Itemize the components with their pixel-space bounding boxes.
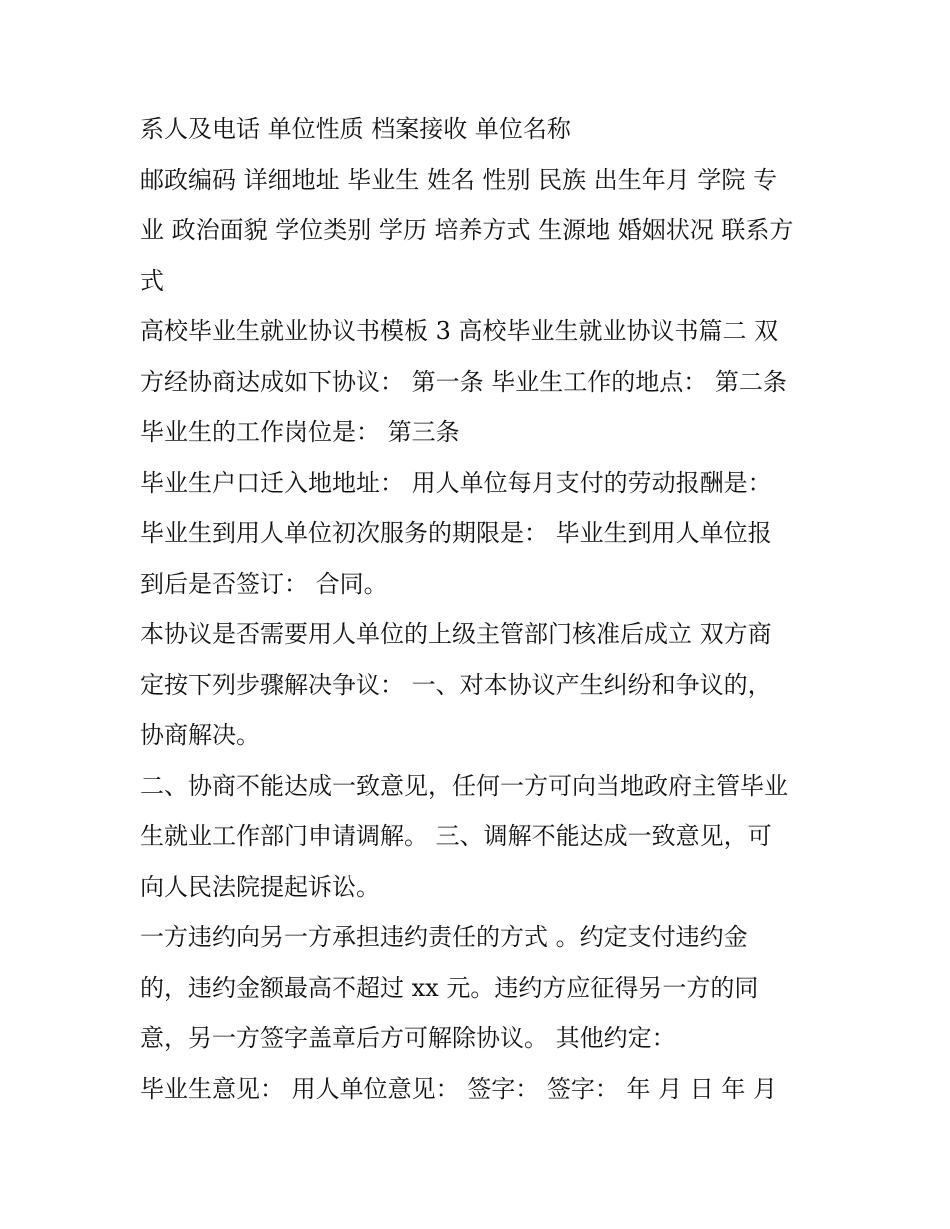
text-line: 系人及电话 单位性质 档案接收 单位名称 (140, 115, 571, 143)
text-line: 方经协商达成如下协议： 第一条 毕业生工作的地点： 第二条 (140, 367, 787, 396)
text-line: 定按下列步骤解决争议： 一、对本协议产生纠纷和争议的， (140, 670, 772, 699)
text-line: 意，另一方签字盖章后方可解除协议。 其他约定： (140, 1024, 676, 1052)
text-line: 业 政治面貌 学位类别 学历 培养方式 生源地 婚姻状况 联系方 (140, 216, 794, 244)
text-line: 毕业生到用人单位初次服务的期限是： 毕业生到用人单位报 (140, 519, 772, 547)
text-line: 一方违约向另一方承担违约责任的方式 。约定支付违约金 (140, 923, 748, 951)
text-line: 生就业工作部门申请调解。 三、调解不能达成一致意见，可 (140, 822, 772, 850)
text-line: 的，违约金额最高不超过 xx 元。违约方应征得另一方的同 (140, 973, 759, 1002)
text-line: 毕业生户口迁入地地址： 用人单位每月支付的劳动报酬是： (140, 468, 772, 497)
text-line: 邮政编码 详细地址 毕业生 姓名 性别 民族 出生年月 学院 专 (140, 165, 778, 194)
text-line: 高校毕业生就业协议书模板 3 高校毕业生就业协议书篇二 双 (140, 317, 779, 345)
text-line: 毕业生意见： 用人单位意见： 签字： 签字： 年 月 日 年 月 (140, 1074, 778, 1103)
text-line: 二、协商不能达成一致意见，任何一方可向当地政府主管毕业 (140, 771, 788, 800)
text-line: 式 (140, 266, 164, 295)
text-line: 协商解决。 (140, 721, 260, 749)
text-line: 向人民法院提起诉讼。 (140, 872, 380, 901)
document-body (140, 104, 820, 1114)
text-line: 到后是否签订： 合同。 (140, 569, 388, 598)
text-line: 毕业生的工作岗位是： 第三条 (140, 418, 460, 446)
text-line: 本协议是否需要用人单位的上级主管部门核准后成立 双方商 (140, 620, 772, 648)
